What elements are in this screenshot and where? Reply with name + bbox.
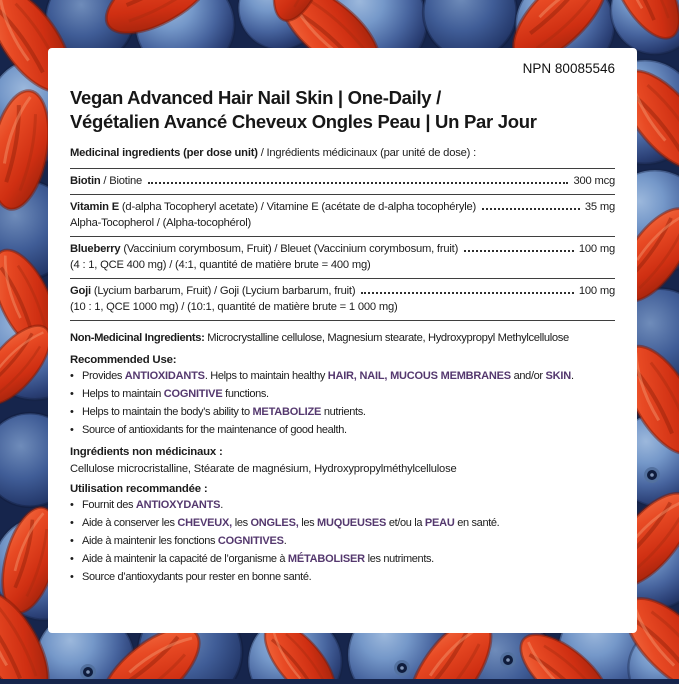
non-medicinal-ingredients: Non-Medicinal Ingredients: Microcrystalline cellulose, Magnesium stearate, Hydroxypropyl Methylcellulose xyxy=(70,332,569,345)
ingredient-row-blueberry xyxy=(70,237,615,279)
list-item xyxy=(70,497,615,513)
label-panel xyxy=(48,48,637,633)
bullet-text: Helps to maintain COGNITIVE functions. xyxy=(82,387,269,400)
recommended-use-heading: Recommended Use: xyxy=(70,353,177,366)
list-item xyxy=(70,551,615,567)
bullet-dot: • xyxy=(70,570,74,583)
bullet-text: Aide à maintenir les fonctions COGNITIVES. xyxy=(82,534,287,547)
ingredient-amount: 100 mg xyxy=(578,243,615,256)
bullet-text: Fournit des ANTIOXYDANTS. xyxy=(82,498,223,511)
bullet-dot: • xyxy=(70,423,74,436)
ingredient-amount: 300 mcg xyxy=(573,175,615,188)
ingredient-amount: 100 mg xyxy=(578,285,615,298)
fr-non-medicinal-heading: Ingrédients non médicinaux : xyxy=(70,445,223,458)
bullet-dot: • xyxy=(70,405,74,418)
product-title-fr: Végétalien Avancé Cheveux Ongles Peau | Un Par Jour xyxy=(70,110,537,132)
dot-leader xyxy=(361,292,574,294)
bullet-dot: • xyxy=(70,516,74,529)
dot-leader xyxy=(148,182,568,184)
ingredient-subline: (10 : 1, QCE 1000 mg) / (10:1, quantité de matière brute = 1 000 mg) xyxy=(70,301,398,314)
product-title-en: Vegan Advanced Hair Nail Skin | One-Daily / xyxy=(70,87,441,108)
ingredient-name: Goji (Lycium barbarum, Fruit) / Goji (Lycium barbarum, fruit) xyxy=(70,285,356,298)
ingredients-table xyxy=(70,168,615,321)
list-item xyxy=(70,569,615,585)
bullet-dot: • xyxy=(70,369,74,382)
bullet-text: Helps to maintain the body’s ability to METABOLIZE nutrients. xyxy=(82,405,366,418)
fr-use-heading: Utilisation recommandée : xyxy=(70,482,208,495)
bullet-text: Provides ANTIOXIDANTS. Helps to maintain healthy HAIR, NAIL, MUCOUS MEMBRANES and/or SKIN. xyxy=(82,369,574,382)
ingredient-row-vitamin-e xyxy=(70,195,615,237)
ingredient-subline: (4 : 1, QCE 400 mg) / (4:1, quantité de matière brute = 400 mg) xyxy=(70,259,371,272)
fr-non-medicinal-text: Cellulose microcristalline, Stéarate de magnésium, Hydroxypropylméthylcellulose xyxy=(70,462,457,475)
bullet-text: Source d’antioxydants pour rester en bonne santé. xyxy=(82,570,312,583)
ingredient-name: Biotin / Biotine xyxy=(70,175,143,188)
ingredient-row-biotin xyxy=(70,169,615,195)
list-item xyxy=(70,422,615,438)
ingredient-row-goji xyxy=(70,279,615,321)
ingredient-name: Vitamin E (d-alpha Tocopheryl acetate) / Vitamine E (acétate de d-alpha tocophéryle) xyxy=(70,201,477,214)
product-title xyxy=(70,86,615,133)
ingredient-name: Blueberry (Vaccinium corymbosum, Fruit) / Bleuet (Vaccinium corymbosum, fruit) xyxy=(70,243,459,256)
bullet-dot: • xyxy=(70,534,74,547)
list-item xyxy=(70,533,615,549)
ingredient-amount: 35 mg xyxy=(584,201,615,214)
bullet-dot: • xyxy=(70,498,74,511)
recommended-use-list xyxy=(70,368,615,438)
bullet-text: Aide à maintenir la capacité de l’organisme à MÉTABOLISER les nutriments. xyxy=(82,552,434,565)
list-item xyxy=(70,368,615,384)
npn-number: NPN 80085546 xyxy=(522,61,615,76)
bullet-text: Aide à conserver les CHEVEUX, les ONGLES, les MUQUEUSES et/ou la PEAU en santé. xyxy=(82,516,500,529)
bullet-dot: • xyxy=(70,552,74,565)
dot-leader xyxy=(464,250,574,252)
list-item xyxy=(70,404,615,420)
list-item xyxy=(70,386,615,402)
fr-use-list xyxy=(70,497,615,585)
ingredient-subline: Alpha-Tocopherol / (Alpha-tocophérol) xyxy=(70,217,252,230)
medicinal-ingredients-heading: Medicinal ingredients (per dose unit) / Ingrédients médicinaux (par unité de dose) : xyxy=(70,147,476,160)
bullet-text: Source of antioxidants for the maintenance of good health. xyxy=(82,423,347,436)
dot-leader xyxy=(482,208,580,210)
list-item xyxy=(70,515,615,531)
bullet-dot: • xyxy=(70,387,74,400)
